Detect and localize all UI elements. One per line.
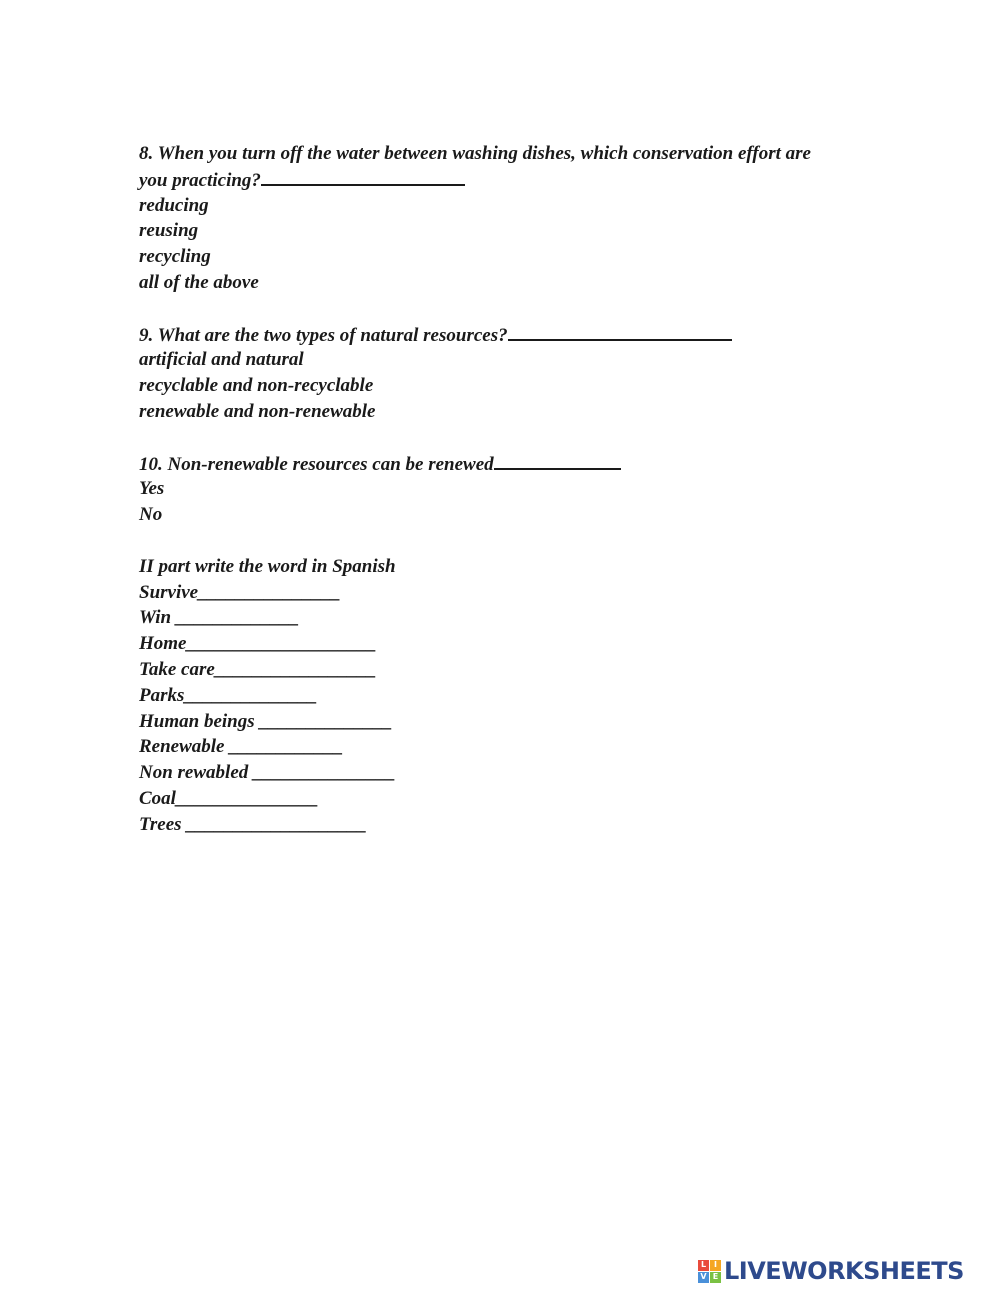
q8-question-text: you practicing? <box>139 169 261 191</box>
liveworksheets-logo[interactable] <box>698 1256 964 1286</box>
vocab-word: Trees <box>139 813 182 835</box>
q8-option[interactable]: reducing <box>139 194 209 216</box>
logo-mark-tile: L <box>698 1260 709 1271</box>
logo-text: LIVEWORKSHEETS <box>724 1257 964 1285</box>
worksheet-content <box>139 141 859 838</box>
logo-mark-tile: I <box>710 1260 721 1271</box>
vocab-word: Win <box>139 607 172 629</box>
vocab-item <box>139 631 859 657</box>
logo-mark-icon <box>698 1260 721 1283</box>
vocab-word: Home <box>139 633 187 655</box>
q9-option[interactable]: renewable and non-renewable <box>139 400 376 422</box>
vocab-answer-blank[interactable]: ____________________ <box>186 633 377 655</box>
logo-mark-tile: E <box>710 1272 721 1283</box>
q9-answer-blank[interactable] <box>508 322 732 341</box>
vocab-item <box>139 580 859 606</box>
spacer <box>139 296 859 322</box>
q9-option[interactable]: recyclable and non-recyclable <box>139 375 374 397</box>
q8-answer-blank[interactable] <box>261 167 465 186</box>
q8-question-line2 <box>139 167 859 193</box>
vocab-item <box>139 605 859 631</box>
vocab-word: Non rewabled <box>139 762 249 784</box>
vocab-answer-blank[interactable]: ___________________ <box>181 813 367 835</box>
part2-heading: II part write the word in Spanish <box>139 555 396 577</box>
q10-question-text: 10. Non-renewable resources can be renewed <box>139 453 494 475</box>
q8-option[interactable]: reusing <box>139 220 199 242</box>
q10-option[interactable]: Yes <box>139 478 165 500</box>
vocab-answer-blank[interactable]: _________________ <box>214 658 377 680</box>
vocab-item <box>139 683 859 709</box>
q10-question-line <box>139 451 859 477</box>
vocab-word: Human beings <box>139 710 255 732</box>
logo-mark-tile: V <box>698 1272 709 1283</box>
spacer <box>139 528 859 554</box>
vocab-answer-blank[interactable]: ______________ <box>184 684 318 706</box>
vocab-answer-blank[interactable]: ______________ <box>254 710 393 732</box>
q9-option[interactable]: artificial and natural <box>139 349 304 371</box>
vocab-item <box>139 709 859 735</box>
spacer <box>139 425 859 451</box>
vocab-answer-blank[interactable]: _____________ <box>171 607 300 629</box>
vocab-word: Parks <box>139 684 185 706</box>
vocab-item <box>139 734 859 760</box>
vocab-word: Renewable <box>139 736 225 758</box>
vocab-answer-blank[interactable]: _______________ <box>198 581 341 603</box>
vocab-word: Take care <box>139 658 215 680</box>
vocab-item <box>139 657 859 683</box>
q9-question-line <box>139 322 859 348</box>
vocab-answer-blank[interactable]: _______________ <box>248 762 396 784</box>
vocab-answer-blank[interactable]: _______________ <box>175 787 319 809</box>
q8-question-line1: 8. When you turn off the water between washing dishes, which conservation effort are <box>139 143 811 164</box>
vocab-answer-blank[interactable]: ____________ <box>224 736 344 758</box>
vocab-item <box>139 760 859 786</box>
q8-option[interactable]: all of the above <box>139 271 259 293</box>
q9-question-text: 9. What are the two types of natural resources? <box>139 324 508 346</box>
vocab-word: Survive <box>139 581 199 603</box>
vocab-item <box>139 812 859 838</box>
vocab-word: Coal <box>139 787 176 809</box>
q8-option[interactable]: recycling <box>139 246 211 268</box>
vocab-item <box>139 786 859 812</box>
q10-answer-blank[interactable] <box>494 451 621 470</box>
q10-option[interactable]: No <box>139 504 163 526</box>
